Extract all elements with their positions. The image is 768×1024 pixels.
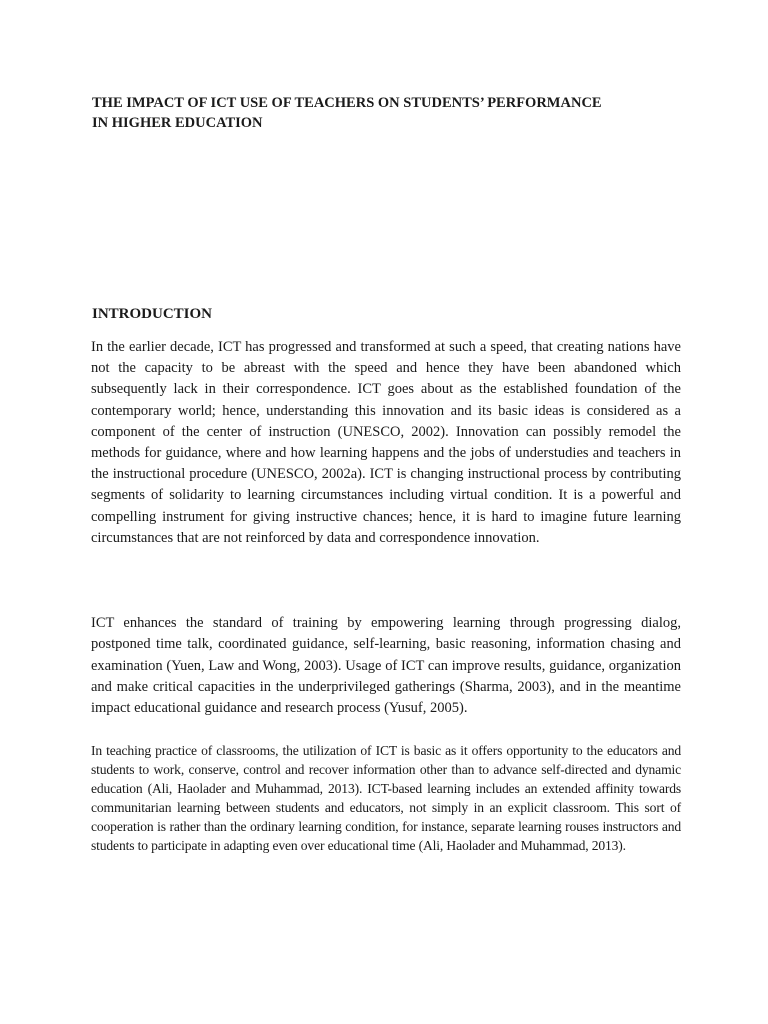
section-heading-introduction: INTRODUCTION (92, 306, 213, 322)
document-title: THE IMPACT OF ICT USE OF TEACHERS ON STUDENTS’ PERFORMANCE IN HIGHER EDUCATION (92, 95, 602, 131)
paragraph-2: ICT enhances the standard of training by empowering learning through progressing dialog, postponed time talk, coordinated guidance, self-learning, basic reasoning, information chasing and examination (Yuen, Law and Wong, 2003). Usage of ICT can improve results, guidance, organization and make critical capacities in the underprivileged gatherings (Sharma, 2003), and in the meantime impact educational guidance and research process (Yusuf, 2005). (91, 615, 681, 717)
paragraph-1: In the earlier decade, ICT has progressed and transformed at such a speed, that creating nations have not the capacity to be abreast with the speed and hence they have been abandoned which subsequently lack in their correspondence. ICT goes about as the established foundation of the contemporary world; hence, understanding this innovation and its basic ideas is considered as a component of the center of instruction (UNESCO, 2002). Innovation can possibly remodel the methods for guidance, where and how learning happens and the jobs of understudies and teachers in the instructional procedure (UNESCO, 2002a). ICT is changing instructional process by contributing segments of solidarity to learning circumstances including virtual condition. It is a powerful and compelling instrument for giving instructive chances; hence, it is hard to imagine future learning circumstances that are not reinforced by data and correspondence innovation. (91, 339, 681, 546)
paragraph-3: In teaching practice of classrooms, the utilization of ICT is basic as it offers opportunity to the educators and students to work, conserve, control and recover information other than to advance self-directed and dynamic education (Ali, Haolader and Muhammad, 2013). ICT-based learning includes an extended affinity towards communitarian learning between students and educators, not simply in an explicit classroom. This sort of cooperation is rather than the ordinary learning condition, for instance, separate learning rouses instructors and students to participate in adapting even over educational time (Ali, Haolader and Muhammad, 2013). (91, 743, 681, 853)
